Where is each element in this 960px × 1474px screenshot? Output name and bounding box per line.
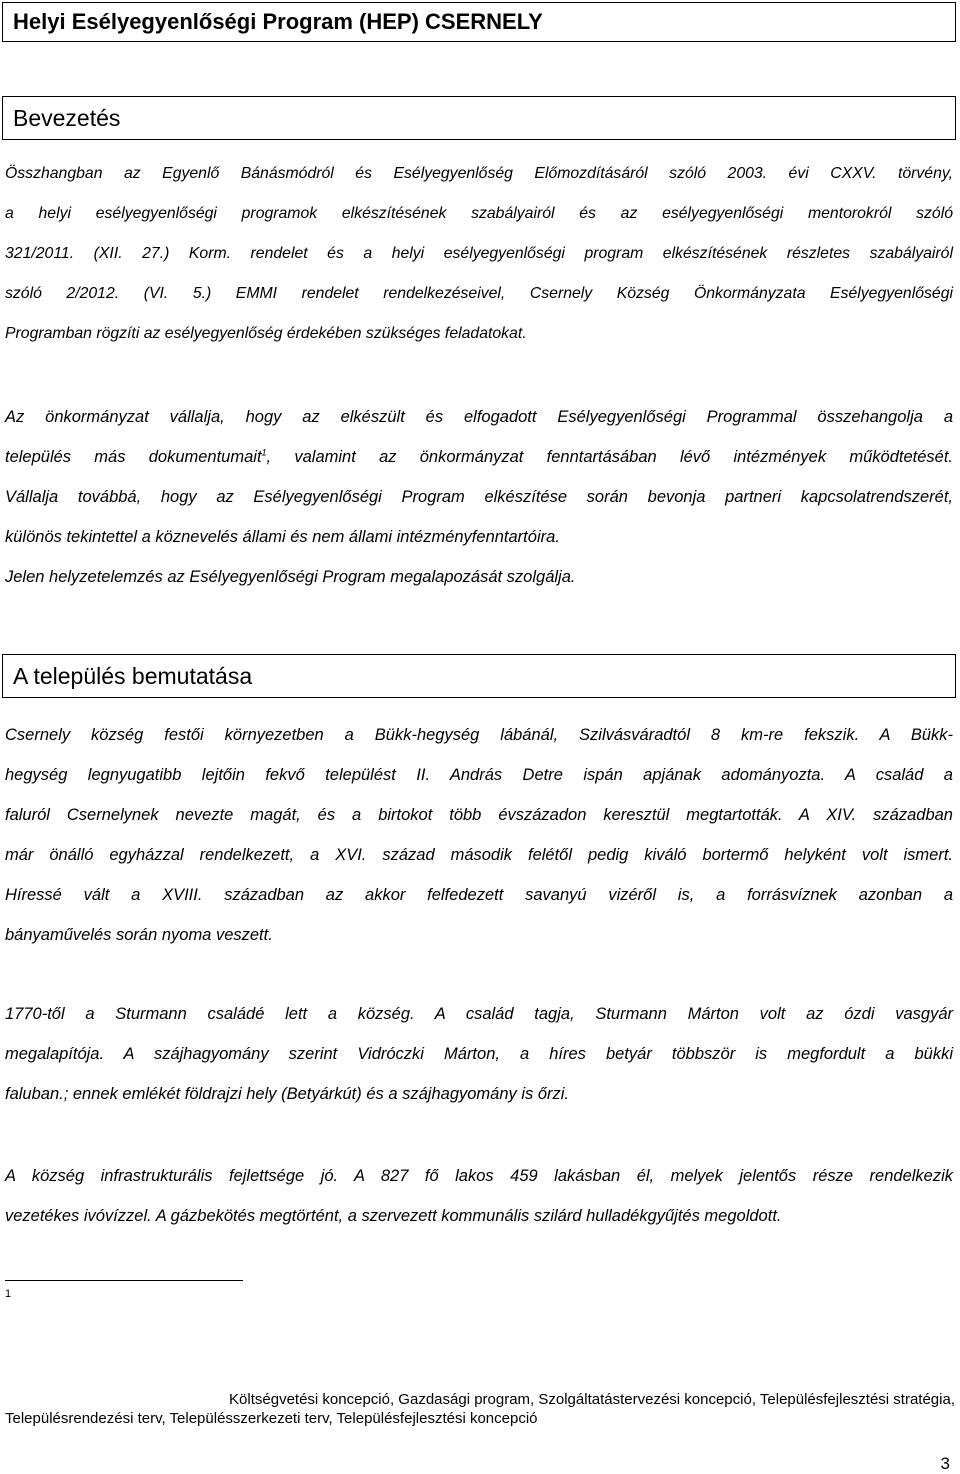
town-line: A község infrastrukturális fejlettsége jó. A 827 fő lakos 459 lakásban él, melyek jelentős része rendelkezik (5, 1167, 953, 1185)
town-line: 1770-től a Sturmann családé lett a község. A család tagja, Sturmann Márton volt az ózdi vasgyár (5, 1005, 953, 1023)
intro-line (5, 234, 953, 274)
municipality-line (5, 437, 953, 477)
intro-line: Összhangban az Egyenlő Bánásmódról és Esélyegyenlőség Előmozdításáról szóló 2003. évi CXXV. törvény, (5, 165, 953, 182)
municipality-line: Jelen helyzetelemzés az Esélyegyenlőségi Program megalapozását szolgálja. (5, 568, 576, 586)
municipality-line: Vállalja továbbá, hogy az Esélyegyenlőségi Program elkészítése során bevonja partneri kapcsolatrendszerét, (5, 488, 953, 506)
section-heading-introduction: Bevezetés (2, 96, 956, 140)
page-number: 3 (940, 1454, 950, 1473)
intro-line-part: rendelet és a helyi esélyegyenlőségi program elkészítésének részletes szabályairól (231, 245, 953, 262)
town-paragraph-infrastructure (5, 1156, 953, 1236)
town-line: bányaművelés során nyoma veszett. (5, 926, 273, 944)
municipality-line-part: település más dokumentumait (5, 448, 262, 466)
footnote-number: 1 (5, 1288, 12, 1300)
town-line: faluról Csernelynek nevezte magát, és a birtokot több évszázadon keresztül megtartották. A XIV. században (5, 806, 953, 824)
intro-line: Programban rögzíti az esélyegyenlőség érdekében szükséges feladatokat. (5, 325, 527, 342)
town-line: hegység legnyugatibb lejtőin fekvő települést II. András Detre ispán apjának adományozta. A család a (5, 766, 953, 784)
municipality-line: Az önkormányzat vállalja, hogy az elkészült és elfogadott Esélyegyenlőségi Programmal összehangolja a (5, 408, 953, 426)
municipality-paragraph (5, 397, 953, 597)
section-heading-town: A település bemutatása (2, 654, 956, 698)
intro-line-part: 321/2011. (XII. 27.) Korm. (5, 245, 232, 262)
document-title: Helyi Esélyegyenlőségi Program (HEP) CSERNELY (2, 2, 956, 42)
footnote-line: Költségvetési koncepció, Gazdasági program, Szolgáltatástervezési koncepció, Településfejlesztési stratégia, (229, 1391, 955, 1408)
footnote-marker: 1 (261, 447, 267, 458)
town-line: faluban.; ennek emlékét földrajzi hely (Betyárkút) és a szájhagyomány is őrzi. (5, 1085, 570, 1103)
town-line: megalapítója. A szájhagyomány szerint Vidróczki Márton, a híres betyár többször is megfordult a bükki (5, 1045, 953, 1063)
town-line: Híressé vált a XVIII. században az akkor felfedezett savanyú vizéről is, a forrásvíznek azonban a (5, 886, 953, 904)
town-line: Csernely község festői környezetben a Bükk-hegység lábánál, Szilvásváradtól 8 km-re fekszik. A Bükk- (5, 726, 953, 744)
footnote-line: Településrendezési terv, Településszerkezeti terv, Településfejlesztési koncepció (5, 1410, 538, 1427)
town-line: már önálló egyházzal rendelkezett, a XVI. század második felétől pedig kiváló bortermő helyként volt ismert. (5, 846, 953, 864)
intro-paragraph (5, 154, 953, 354)
municipality-line-part: , valamint az önkormányzat fenntartásában lévő intézmények működtetését. (266, 448, 953, 466)
intro-line: a helyi esélyegyenlőségi programok elkészítésének szabályairól és az esélyegyenlőségi mentorokról szóló (5, 205, 953, 222)
town-line: vezetékes ivóvízzel. A gázbekötés megtörtént, a szervezett kommunális szilárd hulladékgyűjtés megoldott. (5, 1207, 782, 1225)
town-paragraph-history (5, 715, 953, 955)
footnote-text (5, 1390, 955, 1428)
intro-line: szóló 2/2012. (VI. 5.) EMMI rendelet rendelkezéseivel, Csernely Község Önkormányzata Esélyegyenlőségi (5, 285, 953, 302)
town-paragraph-sturmann (5, 994, 953, 1114)
footnote-separator (5, 1280, 243, 1281)
municipality-line: különös tekintettel a köznevelés állami és nem állami intézményfenntartóira. (5, 528, 560, 546)
